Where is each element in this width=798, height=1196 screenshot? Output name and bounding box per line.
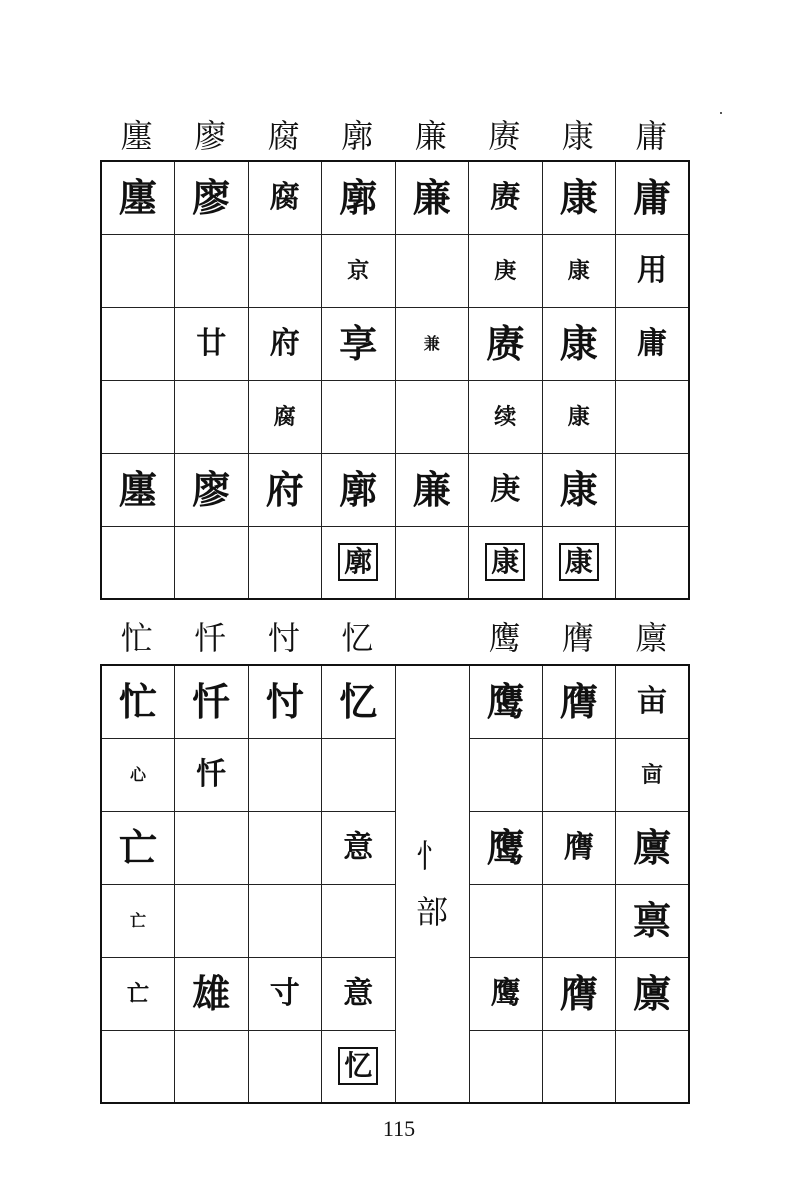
- grid-cell: [322, 811, 396, 884]
- grid-cell: [616, 738, 689, 811]
- grid-cell: [322, 526, 396, 599]
- script-glyph: 廛: [118, 466, 157, 512]
- radical-section-label: 部: [415, 893, 448, 931]
- script-glyph: 用: [637, 252, 667, 288]
- script-glyph: 廓: [339, 174, 378, 220]
- grid-cell: [175, 380, 249, 453]
- grid-cell: [101, 526, 175, 599]
- script-glyph: 忏: [192, 678, 231, 724]
- grid-cell: [616, 453, 690, 526]
- grid-cell: [175, 665, 249, 738]
- grid-cell: [175, 811, 249, 884]
- grid-cell: [616, 957, 689, 1030]
- script-glyph: 鹰: [486, 824, 525, 870]
- script-glyph: 㐭: [641, 761, 664, 788]
- script-glyph: 赓: [486, 320, 525, 366]
- grid-cell: [322, 234, 396, 307]
- grid-cell: [616, 307, 690, 380]
- column-header-character: 廛: [120, 117, 153, 155]
- grid-cell: [542, 380, 616, 453]
- grid-cell: [616, 234, 690, 307]
- grid-cell: [469, 234, 543, 307]
- grid-row: [101, 234, 689, 307]
- column-header-character: 廉: [414, 117, 447, 155]
- script-glyph: 亡: [118, 824, 157, 870]
- grid-cell: [542, 665, 615, 738]
- script-glyph: 忖: [265, 678, 304, 724]
- grid-cell: [101, 1030, 175, 1103]
- script-glyph: 廓: [338, 543, 378, 581]
- grid-cell: [469, 380, 543, 453]
- grid-cell: [542, 811, 615, 884]
- script-glyph: 鹰: [486, 678, 525, 724]
- script-glyph: 康: [567, 257, 590, 284]
- grid-cell: [175, 738, 249, 811]
- grid-cell: [175, 161, 249, 234]
- grid-cell: [395, 307, 469, 380]
- script-glyph: 廛: [118, 174, 157, 220]
- grid-cell: [101, 811, 175, 884]
- grid-cell: [248, 526, 322, 599]
- grid-row: [101, 1030, 689, 1103]
- column-header-character: 忏: [194, 619, 227, 657]
- column-header-character: 赓: [488, 117, 521, 155]
- script-glyph: 康: [559, 543, 599, 581]
- grid-cell: [469, 884, 542, 957]
- script-glyph: 续: [494, 403, 517, 430]
- top-header-row: [100, 116, 688, 156]
- script-glyph: 雄: [192, 970, 231, 1016]
- grid-row: [101, 526, 689, 599]
- column-header-character: 忙: [120, 619, 153, 657]
- grid-cell: [542, 526, 616, 599]
- grid-cell: [542, 234, 616, 307]
- grid-row: [101, 811, 689, 884]
- grid-cell: [322, 307, 396, 380]
- script-glyph: 赓: [490, 179, 521, 215]
- script-glyph: 廪: [633, 824, 672, 870]
- grid-cell: [101, 665, 175, 738]
- script-glyph: 寸: [269, 975, 300, 1011]
- grid-cell: [469, 526, 543, 599]
- grid-cell: [175, 526, 249, 599]
- script-glyph: 廉: [412, 174, 451, 220]
- grid-cell: [322, 380, 396, 453]
- script-glyph: 廖: [192, 466, 231, 512]
- script-glyph: 康: [559, 466, 598, 512]
- script-glyph: 心: [129, 765, 146, 784]
- column-header-character: 廖: [194, 117, 227, 155]
- script-glyph: 鹰: [490, 975, 521, 1011]
- grid-cell: [395, 380, 469, 453]
- grid-cell: [322, 453, 396, 526]
- column-header-character: 忆: [341, 619, 374, 657]
- grid-cell: [542, 453, 616, 526]
- script-glyph: 庸: [637, 325, 667, 361]
- grid-cell: [248, 811, 322, 884]
- script-glyph: 腐: [269, 179, 300, 215]
- column-header-character: 膺: [561, 619, 594, 657]
- grid-row: [101, 738, 689, 811]
- grid-cell: [616, 526, 690, 599]
- grid-cell: [101, 307, 175, 380]
- grid-cell: [542, 307, 616, 380]
- script-glyph: 膺: [563, 829, 594, 865]
- grid-cell: [616, 665, 689, 738]
- radical-label-cell: [395, 665, 469, 1103]
- grid-cell: [395, 453, 469, 526]
- script-glyph: 享: [339, 320, 378, 366]
- grid-cell: [616, 1030, 689, 1103]
- grid-cell: [175, 307, 249, 380]
- grid-cell: [322, 665, 396, 738]
- grid-row: [101, 453, 689, 526]
- grid-cell: [395, 161, 469, 234]
- grid-cell: [616, 380, 690, 453]
- scan-speck: [720, 112, 722, 114]
- script-glyph: 庚: [494, 257, 517, 284]
- column-header-character: 腐: [267, 117, 300, 155]
- column-header-character: 廓: [341, 117, 374, 155]
- grid-cell: [542, 161, 616, 234]
- grid-row: [101, 380, 689, 453]
- script-glyph: 廉: [412, 466, 451, 512]
- column-header-character: 忖: [267, 619, 300, 657]
- grid-cell: [248, 1030, 322, 1103]
- grid-cell: [248, 738, 322, 811]
- grid-row: [101, 307, 689, 380]
- script-glyph: 廓: [339, 466, 378, 512]
- grid-cell: [469, 1030, 542, 1103]
- grid-cell: [469, 453, 543, 526]
- grid-cell: [101, 957, 175, 1030]
- grid-cell: [175, 234, 249, 307]
- grid-cell: [101, 884, 175, 957]
- grid-cell: [395, 526, 469, 599]
- grid-cell: [616, 161, 690, 234]
- column-header-character: 庸: [635, 117, 668, 155]
- grid-cell: [322, 957, 396, 1030]
- script-glyph: 忆: [338, 1047, 378, 1085]
- script-glyph: 意: [343, 975, 374, 1011]
- script-glyph: 庚: [490, 471, 521, 507]
- radical-symbol: 忄: [415, 837, 448, 875]
- bottom-right-header-row: [468, 618, 688, 658]
- script-glyph: 亡: [129, 911, 146, 930]
- script-glyph: 康: [485, 543, 525, 581]
- grid-cell: [469, 161, 543, 234]
- script-glyph: 康: [559, 320, 598, 366]
- grid-cell: [322, 1030, 396, 1103]
- top-character-grid: [100, 160, 690, 600]
- page-number: 115: [382, 1116, 416, 1141]
- script-glyph: 府: [269, 325, 300, 361]
- grid-cell: [616, 884, 689, 957]
- grid-cell: [248, 884, 322, 957]
- grid-row: [101, 161, 689, 234]
- column-header-character: 鹰: [488, 619, 521, 657]
- grid-cell: [542, 957, 615, 1030]
- grid-cell: [175, 884, 249, 957]
- grid-cell: [542, 1030, 615, 1103]
- script-glyph: 忏: [196, 756, 227, 792]
- script-glyph: 康: [567, 403, 590, 430]
- script-glyph: 康: [559, 174, 598, 220]
- grid-cell: [322, 884, 396, 957]
- script-glyph: 忙: [118, 678, 157, 724]
- grid-row: [101, 884, 689, 957]
- script-glyph: 府: [265, 466, 304, 512]
- grid-cell: [248, 234, 322, 307]
- grid-cell: [469, 307, 543, 380]
- grid-cell: [248, 380, 322, 453]
- grid-cell: [175, 1030, 249, 1103]
- grid-cell: [322, 161, 396, 234]
- script-glyph: 廪: [633, 970, 672, 1016]
- grid-cell: [101, 161, 175, 234]
- grid-cell: [395, 234, 469, 307]
- grid-cell: [469, 738, 542, 811]
- script-glyph: 禀: [633, 897, 672, 943]
- grid-cell: [248, 453, 322, 526]
- script-glyph: 廖: [192, 174, 231, 220]
- script-glyph: 亡: [126, 980, 149, 1007]
- column-header-character: 廪: [635, 619, 668, 657]
- grid-row: [101, 665, 689, 738]
- grid-cell: [469, 957, 542, 1030]
- column-header-character: 康: [561, 117, 594, 155]
- script-glyph: 廿: [196, 325, 227, 361]
- grid-cell: [248, 665, 322, 738]
- script-glyph: 兼: [423, 334, 440, 353]
- script-glyph: 京: [347, 257, 370, 284]
- grid-cell: [248, 161, 322, 234]
- script-glyph: 亩: [637, 683, 668, 719]
- script-glyph: 忆: [339, 678, 378, 724]
- script-glyph: 腐: [273, 403, 296, 430]
- grid-cell: [542, 738, 615, 811]
- grid-cell: [175, 957, 249, 1030]
- grid-cell: [101, 380, 175, 453]
- grid-cell: [101, 738, 175, 811]
- grid-cell: [248, 307, 322, 380]
- script-glyph: 膺: [559, 970, 598, 1016]
- grid-cell: [469, 811, 542, 884]
- grid-cell: [542, 884, 615, 957]
- script-glyph: 膺: [559, 678, 598, 724]
- grid-cell: [469, 665, 542, 738]
- script-glyph: 庸: [632, 174, 671, 220]
- script-glyph: 意: [343, 829, 374, 865]
- grid-cell: [616, 811, 689, 884]
- grid-cell: [322, 738, 396, 811]
- grid-cell: [175, 453, 249, 526]
- grid-cell: [248, 957, 322, 1030]
- grid-cell: [101, 234, 175, 307]
- bottom-left-header-row: [100, 618, 394, 658]
- bottom-character-grid: [100, 664, 690, 1104]
- grid-row: [101, 957, 689, 1030]
- grid-cell: [101, 453, 175, 526]
